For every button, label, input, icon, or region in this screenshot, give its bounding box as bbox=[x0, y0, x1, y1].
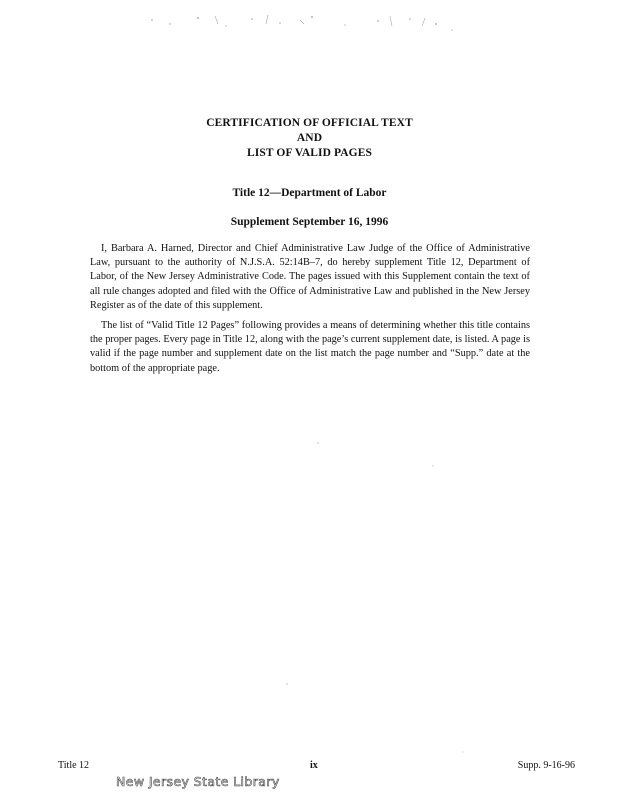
heading-line-3: LIST OF VALID PAGES bbox=[247, 147, 372, 159]
title-heading: Title 12—Department of Labor bbox=[232, 187, 387, 199]
heading-line-2: AND bbox=[296, 132, 323, 144]
supplement-heading: Supplement September 16, 1996 bbox=[230, 216, 389, 228]
footer-page-number: ix bbox=[310, 760, 318, 771]
library-stamp: New Jersey State Library bbox=[116, 774, 280, 789]
body-paragraph-2: The list of “Valid Title 12 Pages” following provides a means of determining whether this title contains the proper pages. Every page in Title 12, along with the page’s current supplement date, is listed. A page is valid if the page number and supplement date on the list match the page number and “Supp.” date at the bottom of the appropriate page. bbox=[90, 320, 530, 374]
heading-line-1: CERTIFICATION OF OFFICIAL TEXT bbox=[206, 117, 413, 129]
scan-noise bbox=[140, 10, 470, 36]
body-text bbox=[90, 242, 530, 382]
body-paragraph-1: I, Barbara A. Harned, Director and Chief Administrative Law Judge of the Office of Administrative Law, pursuant to the authority of N.J.S.A. 52:14B–7, do hereby supplement Title 12, Department of Labor, of the New Jersey Administrative Code. The pages issued with this Supplement contain the text of all rule changes adopted and filed with the Office of Administrative Law and published in the New Jersey Register as of the date of this supplement. bbox=[90, 243, 530, 311]
footer-supplement-date: Supp. 9-16-96 bbox=[517, 760, 575, 771]
footer-title: Title 12 bbox=[58, 760, 90, 771]
certification-heading bbox=[0, 116, 619, 161]
